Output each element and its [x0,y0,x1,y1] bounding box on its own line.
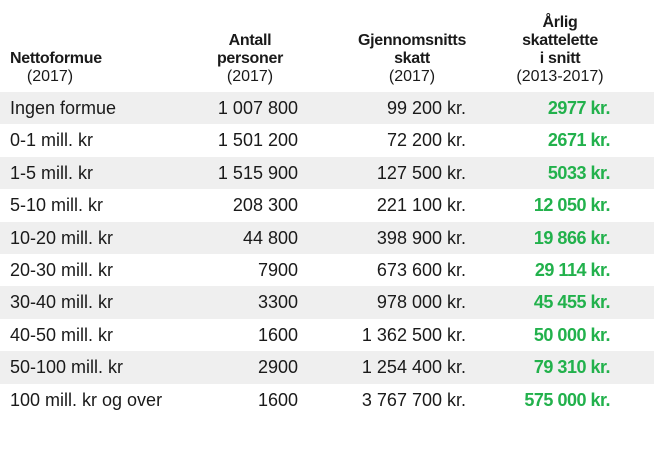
cell-bracket: 0-1 mill. kr [10,130,94,151]
cell-bracket: 50-100 mill. kr [10,357,124,378]
header-persons-title-line2: personer [216,50,284,67]
table-row [0,222,654,254]
cell-tax-cut: 79 310 kr. [533,357,610,378]
cell-tax-cut: 575 000 kr. [524,389,610,410]
table-row [0,286,654,318]
table-row [0,254,654,286]
cell-bracket: 10-20 mill. kr [10,227,114,248]
cell-bracket: 100 mill. kr og over [10,389,163,410]
header-persons-year: (2017) [226,68,274,85]
cell-persons: 7900 [257,259,298,280]
cell-avg-tax: 1 254 400 kr. [361,357,466,378]
header-net-wealth-year: (2017) [26,68,74,85]
cell-persons: 2900 [257,357,298,378]
cell-tax-cut: 5033 kr. [547,162,610,183]
cell-persons: 44 800 [242,227,298,248]
cell-avg-tax: 72 200 kr. [386,130,466,151]
cell-persons: 1600 [257,389,298,410]
cell-bracket: 20-30 mill. kr [10,259,114,280]
header-avg-tax-year: (2017) [388,68,436,85]
header-net-wealth-title: Nettoformue [10,50,102,67]
cell-avg-tax: 673 600 kr. [376,259,466,280]
header-tax-cut-title-line3: i snitt [539,50,581,67]
cell-persons: 1 007 800 [217,98,298,118]
header-net-wealth [10,50,102,86]
header-avg-tax-title-line1: Gjennomsnitts [357,32,467,49]
table-row [0,189,654,221]
table-row [0,319,654,351]
cell-tax-cut: 29 114 kr. [534,259,610,280]
header-avg-tax [348,32,476,86]
cell-avg-tax: 99 200 kr. [386,98,466,118]
cell-tax-cut: 50 000 kr. [533,324,610,345]
cell-persons: 1 515 900 [217,162,298,183]
header-persons-title-line1: Antall [228,32,272,49]
header-persons [200,32,300,86]
cell-avg-tax: 3 767 700 kr. [361,389,466,410]
cell-bracket: 5-10 mill. kr [10,195,104,216]
cell-persons: 3300 [257,292,298,313]
cell-bracket: 30-40 mill. kr [10,292,114,313]
header-avg-tax-title-line2: skatt [394,50,430,67]
cell-tax-cut: 2977 kr. [547,98,610,118]
cell-avg-tax: 127 500 kr. [376,162,466,183]
cell-avg-tax: 978 000 kr. [376,292,466,313]
cell-avg-tax: 221 100 kr. [376,195,466,216]
header-tax-cut-title-line1: Årlig [542,14,578,31]
cell-bracket: 40-50 mill. kr [10,324,114,345]
cell-avg-tax: 398 900 kr. [376,227,466,248]
table-row [0,124,654,156]
cell-tax-cut: 2671 kr. [547,130,610,151]
header-tax-cut-years: (2013-2017) [516,68,604,85]
cell-persons: 1 501 200 [217,130,298,151]
table-header [0,0,654,92]
header-tax-cut-title-line2: skattelette [522,32,598,49]
table-row [0,92,654,124]
table-row [0,351,654,383]
cell-tax-cut: 45 455 kr. [533,292,610,313]
cell-tax-cut: 19 866 kr. [533,227,610,248]
cell-avg-tax: 1 362 500 kr. [361,324,466,345]
cell-bracket: 1-5 mill. kr [10,162,94,183]
header-tax-cut [500,14,620,86]
table-row [0,157,654,189]
cell-persons: 208 300 [232,195,298,216]
cell-bracket: Ingen formue [10,98,117,118]
cell-persons: 1600 [257,324,298,345]
cell-tax-cut: 12 050 kr. [533,195,610,216]
table-row [0,384,654,416]
